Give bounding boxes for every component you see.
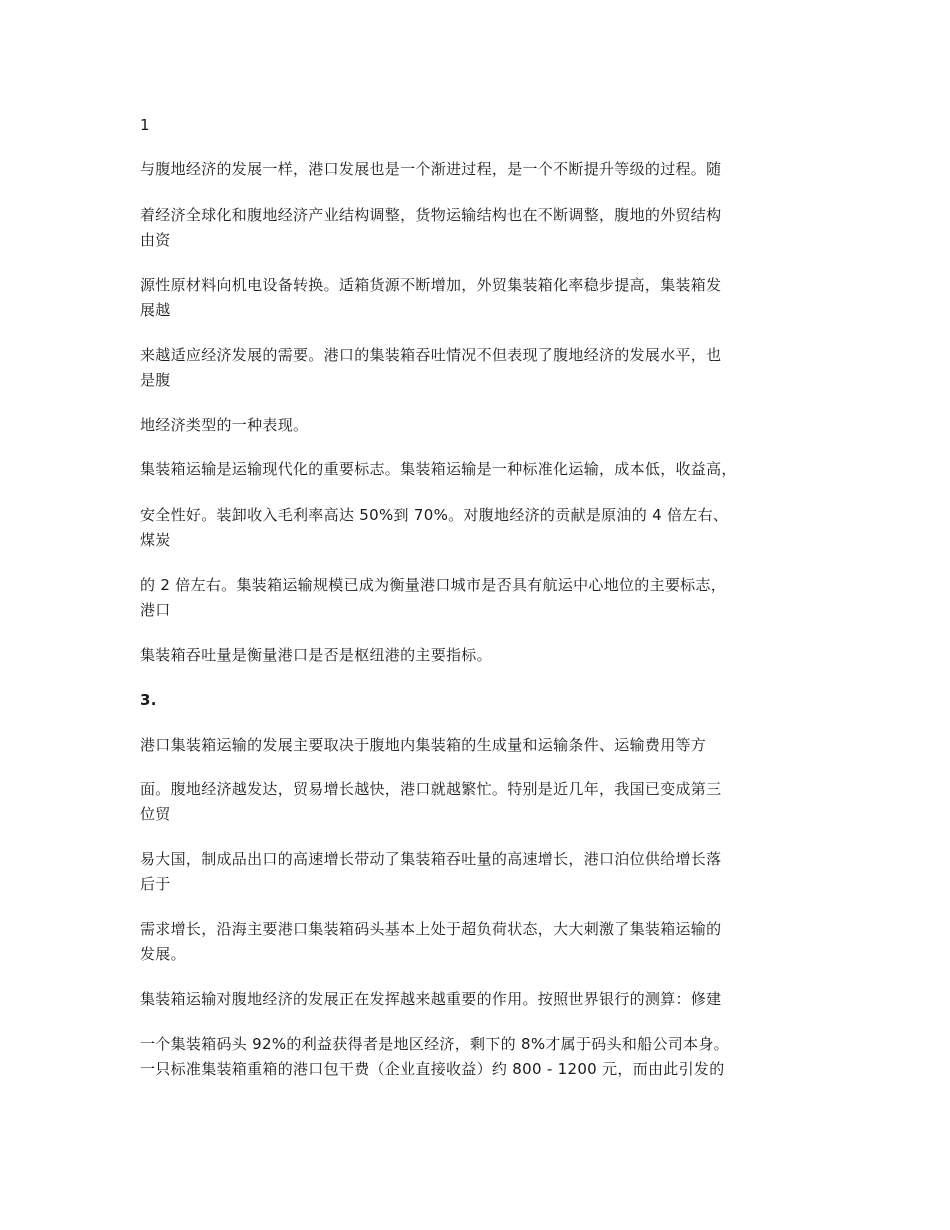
para4-line-1: 集装箱运输对腹地经济的发展正在发挥越来越重要的作用。按照世界银行的测算：修建 [140,990,722,1008]
para1-line-2: 着经济全球化和腹地经济产业结构调整，货物运输结构也在不断调整，腹地的外贸结构 [140,206,722,224]
para2-line-2-wrap: 煤炭 [140,531,171,549]
para3-line-3-wrap: 后于 [140,875,171,893]
para3-line-2: 面。腹地经济越发达，贸易增长越快，港口就越繁忙。特别是近几年，我国已变成第三 [140,780,722,798]
para1-line-2-wrap: 由资 [140,231,171,249]
para4-line-2: 一个集装箱码头 92%的利益获得者是地区经济，剩下的 8%才属于码头和船公司本身。 [140,1035,729,1053]
para3-line-2-wrap: 位贸 [140,805,171,823]
para3-line-3: 易大国，制成品出口的高速增长带动了集装箱吞吐量的高速增长，港口泊位供给增长落 [140,850,722,868]
para2-line-2: 安全性好。装卸收入毛利率高达 50%到 70%。对腹地经济的贡献是原油的 4 倍左右、 [140,506,729,524]
section-heading-1: 1 [140,116,150,134]
section-heading-3: 3. [140,691,157,709]
para1-line-5: 地经济类型的一种表现。 [140,416,309,434]
para2-line-1: 集装箱运输是运输现代化的重要标志。集装箱运输是一种标准化运输，成本低，收益高， [140,460,737,478]
para2-line-3: 的 2 倍左右。集装箱运输规模已成为衡量港口城市是否具有航运中心地位的主要标志， [140,576,727,594]
para1-line-4: 来越适应经济发展的需要。港口的集装箱吞吐情况不但表现了腹地经济的发展水平，也 [140,346,722,364]
para1-line-3: 源性原材料向机电设备转换。适箱货源不断增加，外贸集装箱化率稳步提高，集装箱发 [140,276,722,294]
para1-line-3-wrap: 展越 [140,301,171,319]
para3-line-4: 需求增长，沿海主要港口集装箱码头基本上处于超负荷状态，大大刺激了集装箱运输的 [140,920,722,938]
para2-line-4: 集装箱吞吐量是衡量港口是否是枢纽港的主要指标。 [140,646,492,664]
para1-line-1: 与腹地经济的发展一样，港口发展也是一个渐进过程，是一个不断提升等级的过程。随 [140,160,722,178]
para3-line-4-wrap: 发展。 [140,945,186,963]
para1-line-4-wrap: 是腹 [140,371,171,389]
para3-line-1: 港口集装箱运输的发展主要取决于腹地内集装箱的生成量和运输条件、运输费用等方 [140,736,707,754]
para4-line-3: 一只标准集装箱重箱的港口包干费（企业直接收益）约 800 - 1200 元，而由此引发的 [140,1060,725,1078]
para2-line-3-wrap: 港口 [140,601,171,619]
